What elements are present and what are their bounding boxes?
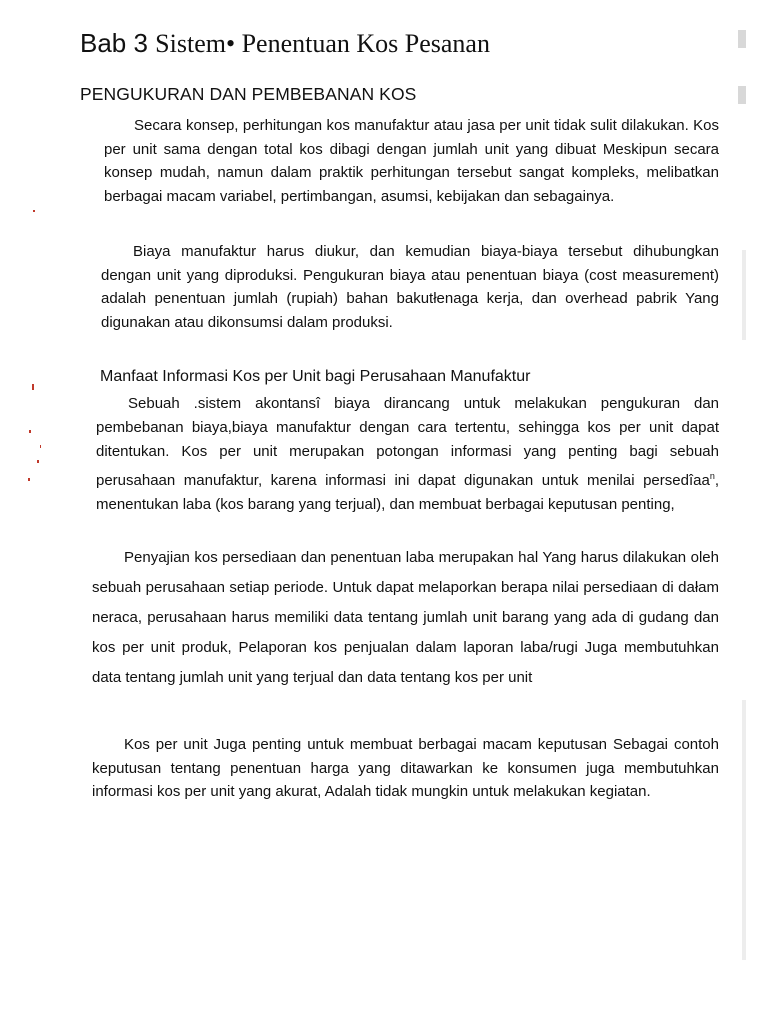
scan-speck xyxy=(37,460,39,463)
superscript: n xyxy=(709,471,715,481)
scan-speck xyxy=(33,210,35,212)
scan-edge-mark xyxy=(742,700,746,960)
scan-speck xyxy=(32,384,34,390)
scan-edge-mark xyxy=(738,30,746,48)
chapter-title: Sistem• Penentuan Kos Pesanan xyxy=(155,29,490,58)
chapter-label: Bab 3 xyxy=(80,28,156,58)
section-heading: PENGUKURAN DAN PEMBEBANAN KOS xyxy=(80,84,417,104)
scan-speck xyxy=(40,445,41,448)
paragraph: Biaya manufaktur harus diukur, dan kemudian biaya-biaya tersebut dihubungkan dengan unit yang diproduksi. Pengukuran biaya atau penentuan biaya (cost measurement) adalah penentuan jumlah (rupiah) bahan bakutłenaga kerja, dan overhead pabrik Yang digunakan atau dikonsumsi dalam produksi. xyxy=(101,243,719,331)
paragraph-text: , menentukan laba (kos barang yang terjual), dan membuat berbagai keputusan penting, xyxy=(96,472,719,513)
paragraph xyxy=(96,392,719,517)
scan-speck xyxy=(28,478,30,481)
scan-speck xyxy=(29,430,31,433)
scan-edge-mark xyxy=(738,86,746,104)
paragraph: Penyajian kos persediaan dan penentuan laba merupakan hal Yang harus dilakukan oleh sebuah perusahaan setiap periode. Untuk dapat melaporkan berapa nilai persediaan di dałam neraca, perusahaan harus memiliki data tentang jumlah unit barang yang ada di gudang dan kos per unit produk, Pelaporan kos penjualan dalam laporan laba/rugi Juga membutuhkan data tentang jumlah unit yang terjual dan data tentang kos per unit xyxy=(92,549,719,686)
scan-edge-mark xyxy=(742,250,746,340)
paragraph: Secara konsep, perhitungan kos manufaktur atau jasa per unit tidak sulit dilakukan. Kos per unit sama dengan total kos dibagi dengan jumlah unit yang dibuat Meskipun secara konsep mudah, namun dalam praktik perhitungan tersebut sangat kompleks, melibatkan berbagai macam variabel, pertimbangan, asumsi, kebijakan dan sebagainya. xyxy=(104,117,719,205)
paragraph-text: Sebuah .sistem akontansî biaya dirancang untuk melakukan pengukuran dan pembebanan biaya,biaya manufaktur dengan cara tertentu, sehingga kos per unit dapat ditentukan. Kos per unit merupakan potongan informasi yang penting bagi sebuah perusahaan manufaktur, karena informasi ini dapat digunakan untuk menilai persedîaa xyxy=(96,395,719,489)
paragraph: Kos per unit Juga penting untuk membuat berbagai macam keputusan Sebagai contoh keputusan tentang penentuan harga yang ditawarkan ke konsumen juga membutuhkan informasi kos per unit yang akurat, Adalah tidak mungkin untuk melakukan kegiatan. xyxy=(92,736,719,800)
subheading: Manfaat Informasi Kos per Unit bagi Perusahaan Manufaktur xyxy=(100,368,531,385)
page-title xyxy=(80,28,490,59)
